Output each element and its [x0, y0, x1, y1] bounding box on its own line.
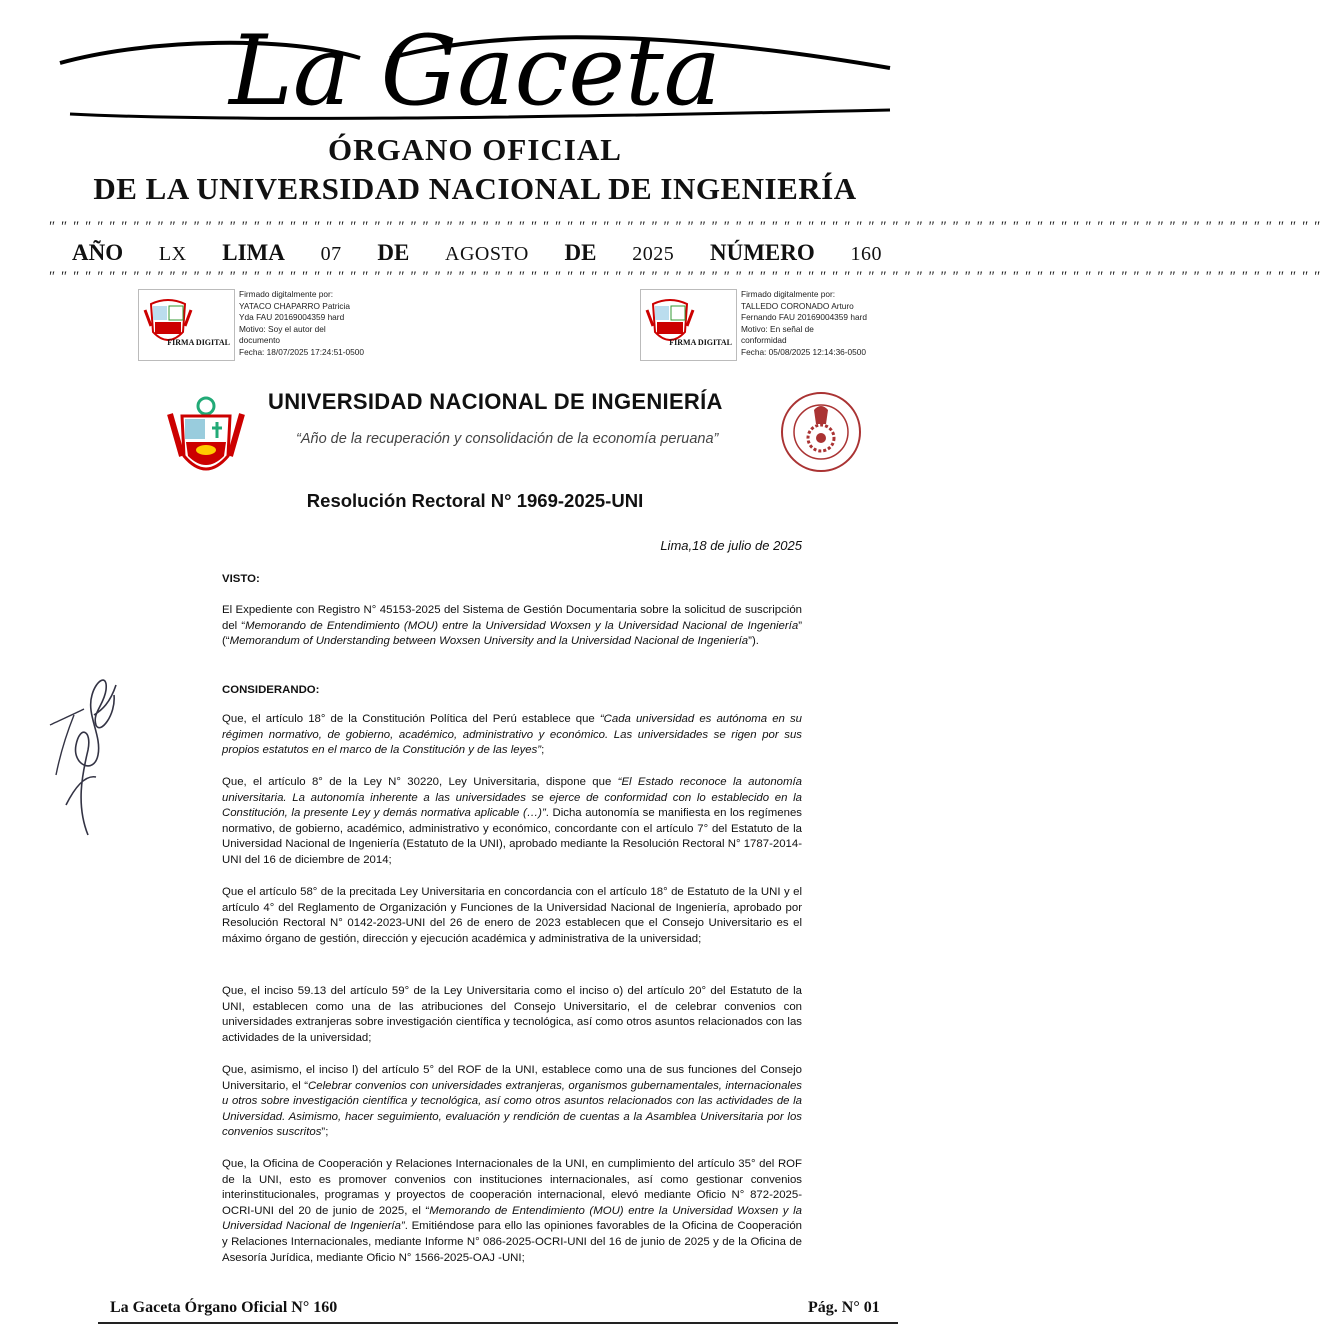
- year-label: AÑO: [72, 240, 124, 265]
- signature-meta: Firmado digitalmente por: YATACO CHAPARRO Patricia Yda FAU 20169004359 hard Motivo: Soy el autor del documento Fecha: 18/07/2025 17:24:51-0500: [239, 289, 365, 357]
- logo-text: La Gaceta: [229, 15, 721, 127]
- footer-page-number: Pág. N° 01: [808, 1299, 880, 1316]
- de-2: DE: [564, 240, 597, 265]
- footer-publication: La Gaceta Órgano Oficial N° 160: [110, 1299, 338, 1316]
- year: 2025: [632, 243, 675, 265]
- university-name: UNIVERSIDAD NACIONAL DE INGENIERÍA: [268, 389, 723, 414]
- considerando-paragraph-2: Que, el artículo 8° de la Ley N° 30220, Ley Universitaria, dispone que “El Estado reconoce la autonomía universitaria. La autonomía inherente a las universidades se ejerce de conformidad con lo establecido en la Constitución, la presente Ley y demás normativa aplicable (…)”. Dicha autonomía se manifiesta en los regímenes normativo, de gobierno, académico, administrativo y económico, concordante con el artículo 7° del Estatuto de la Universidad Nacional de Ingeniería (Estatuto de la UNI), aprobado mediante la Resolución Rectoral N° 1787-2014-UNI del 16 de diciembre de 2014;: [222, 776, 803, 866]
- peru-coat-of-arms-icon: [166, 394, 246, 486]
- month: AGOSTO: [445, 243, 529, 265]
- stamp-label: FIRMA DIGITAL: [669, 338, 732, 347]
- city: LIMA: [222, 240, 285, 265]
- considerando-paragraph-5: Que, asimismo, el inciso l) del artículo 5° del ROF de la UNI, establece como una de sus funciones del Consejo Universitario, el “Celebrar convenios con universidades extranjeras, organismos gubernamentales, internacionales u otros sobre investigación científica y tecnológica, así como otros asuntos relacionados con las actividades de la Universidad. Asimismo, hacer seguimiento, evaluación y rendición de cuentas a la Asamblea Universitaria por los convenios suscritos”;: [222, 1064, 802, 1139]
- visto-heading: VISTO:: [222, 573, 260, 585]
- considerando-paragraph-3: Que el artículo 58° de la precitada Ley Universitaria en concordancia con el artículo 18° de Estatuto de la UNI y el artículo 4° del Reglamento de Organización y Funciones de la Universidad Nacional de Ingeniería, aprobado por Resolución Rectoral N° 0142-2023-UNI del 26 de enero de 2023 establecen que el Consejo Universitario es el máximo órgano de gestión, dirección y ejecución académica y administrativa de la universidad;: [222, 886, 802, 945]
- considerando-paragraph-4: Que, el inciso 59.13 del artículo 59° de la Ley Universitaria como el inciso o) del artículo 20° del Estatuto de la UNI, establecen como una de las atribuciones del Consejo Universitario, el de celebrar convenios con universidades extranjeras sobre investigación científica y tecnológica, así como otros asuntos relacionados con las actividades de la universidad;: [222, 985, 802, 1044]
- digital-signature-1: [138, 289, 428, 361]
- la-gaceta-logo: [30, 15, 920, 130]
- handwritten-signature: [36, 655, 122, 840]
- issue-row: [72, 240, 882, 266]
- digital-signature-2: [640, 289, 930, 361]
- header-line-2: DE LA UNIVERSIDAD NACIONAL DE INGENIERÍA: [93, 171, 857, 206]
- signature-meta: Firmado digitalmente por: TALLEDO CORONADO Arturo Fernando FAU 20169004359 hard Motivo: En señal de conformidad Fecha: 05/08/2025 12:14:36-0500: [741, 289, 867, 357]
- stamp-label: FIRMA DIGITAL: [167, 338, 230, 347]
- de-1: DE: [377, 240, 410, 265]
- quote-divider-bottom: " " " " " " " " " " " " " " " " " " " " " " " " " " " " " " " " " " " " " " " " " " " " " " " " " " " " " " " " " " " " " " " " " " " " " " " " " " " " " " " " " " " " " " " " " " " " " " " " " " " " " " " " " ": [48, 269, 1320, 285]
- considerando-heading: CONSIDERANDO:: [222, 684, 320, 696]
- uni-seal-icon: [780, 384, 862, 484]
- resolution-date: Lima,18 de julio de 2025: [660, 538, 802, 553]
- year-motto: “Año de la recuperación y consolidación de la economía peruana”: [296, 431, 719, 447]
- firma-digital-stamp: [640, 289, 737, 361]
- considerando-paragraph-1: Que, el artículo 18° de la Constitución Política del Perú establece que “Cada universidad es autónoma en su régimen normativo, de gobierno, académico, administrativo y económico. Las universidades se rigen por sus propios estatutos en el marco de la Constitución y de las leyes”;: [222, 713, 802, 757]
- header-line-1: ÓRGANO OFICIAL: [328, 132, 622, 167]
- firma-digital-stamp: [138, 289, 235, 361]
- considerando-paragraph-6: Que, la Oficina de Cooperación y Relaciones Internacionales de la UNI, en cumplimiento del artículo 35° del ROF de la UNI, esto es promover convenios con instituciones internacionales, así como gestionar convenios interinstitucionales, programas y proyectos de cooperación internacional, elevó mediante Oficio N° 872-2025-OCRI-UNI del 20 de junio de 2025, el “Memorando de Entendimiento (MOU) entre la Universidad Woxsen y la Universidad Nacional de Ingeniería”. Emitiéndose para ello las opiniones favorables de la Oficina de Cooperación y Relaciones Internacionales, mediante Informe N° 086-2025-OCRI-UNI del 16 de junio de 2025 y de la Oficina de Asesoría Jurídica, mediante Oficio N° 1566-2025-OAJ -UNI;: [222, 1158, 802, 1264]
- footer-rule: [98, 1322, 898, 1324]
- number-label: NÚMERO: [709, 240, 815, 265]
- visto-paragraph: El Expediente con Registro N° 45153-2025 del Sistema de Gestión Documentaria sobre la solicitud de suscripción del “Memorando de Entendimiento (MOU) entre la Universidad Woxsen y la Universidad Nacional de Ingeniería” (“Memorandum of Understanding between Woxsen University and la Universidad Nacional de Ingeniería”).: [222, 604, 802, 648]
- resolution-title: Resolución Rectoral N° 1969-2025-UNI: [306, 490, 644, 511]
- quote-divider-top: " " " " " " " " " " " " " " " " " " " " " " " " " " " " " " " " " " " " " " " " " " " " " " " " " " " " " " " " " " " " " " " " " " " " " " " " " " " " " " " " " " " " " " " " " " " " " " " " " " " " " " " " " ": [48, 219, 1320, 235]
- day: 07: [320, 243, 342, 265]
- number-value: 160: [850, 243, 882, 265]
- year-value: LX: [158, 243, 187, 265]
